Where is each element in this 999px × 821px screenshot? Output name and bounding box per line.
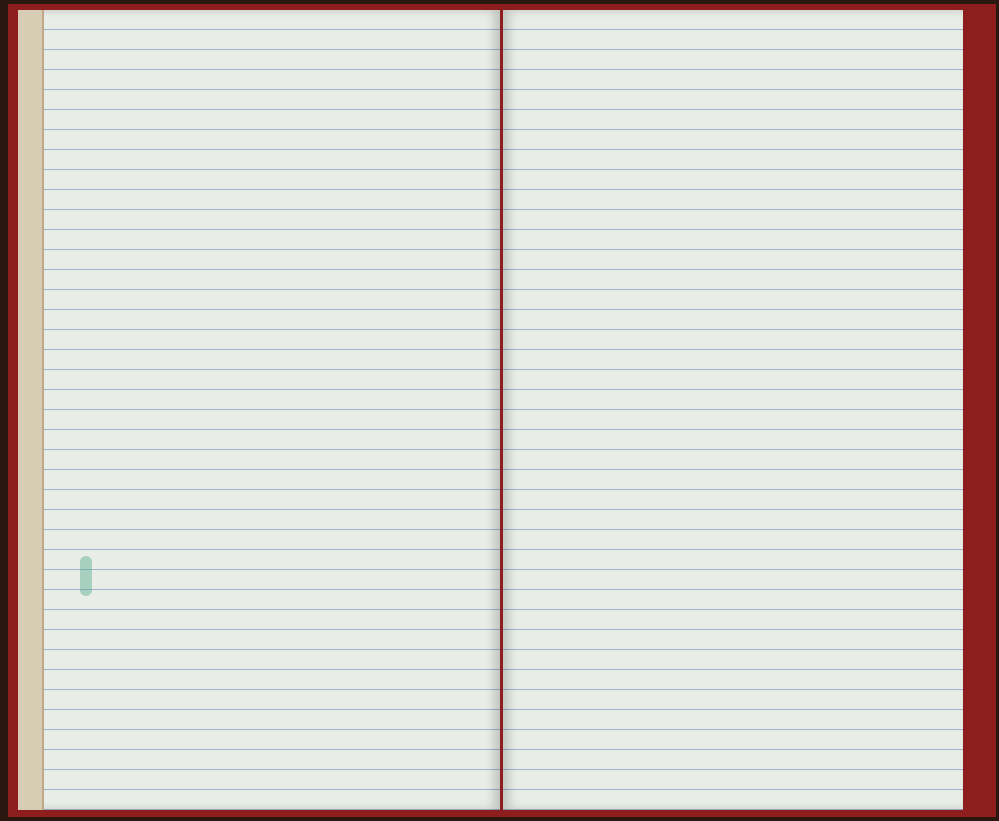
- index-tabs: [963, 70, 996, 815]
